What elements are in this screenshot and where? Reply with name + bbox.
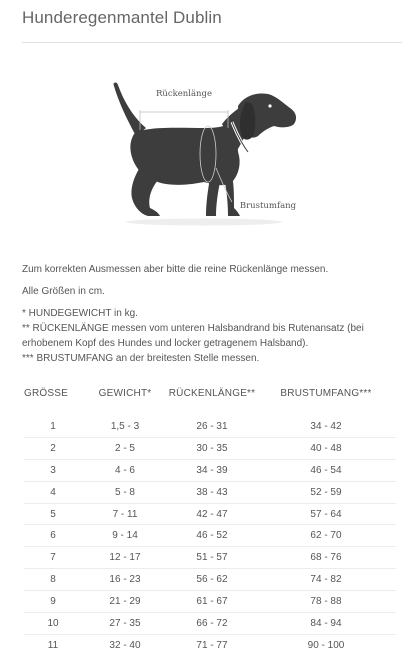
cell-back-length: 34 - 39	[168, 459, 256, 481]
cell-back-length: 26 - 31	[168, 416, 256, 437]
cell-chest-girth: 57 - 64	[256, 503, 396, 525]
back-length-footnote: ** RÜCKENLÄNGE messen vom unteren Halsbandrand bis Rutenansatz (bei erhobenem Kopf des Hundes und locker getragenem Halsband).	[22, 323, 364, 349]
table-row	[24, 613, 396, 635]
units-block	[22, 284, 400, 299]
cell-chest-girth: 40 - 48	[256, 437, 396, 459]
measure-instructions	[22, 262, 400, 277]
cell-size: 1	[24, 416, 82, 437]
table-row	[24, 569, 396, 591]
back-length-label: Rückenlänge	[155, 89, 213, 99]
measure-note: Zum korrekten Ausmessen aber bitte die reine Rückenlänge messen.	[22, 264, 329, 275]
cell-size: 11	[47, 639, 59, 651]
cell-weight: 21 - 29	[82, 591, 168, 613]
cell-back-length: 71 - 77	[196, 639, 228, 651]
table-row	[24, 525, 396, 547]
cell-chest-girth: 46 - 54	[256, 459, 396, 481]
back-length-marker	[140, 110, 228, 130]
table-row	[24, 459, 396, 481]
table-header-row	[24, 384, 396, 416]
chest-girth-footnote: *** BRUSTUMFANG an der breitesten Stelle messen.	[22, 353, 260, 364]
cell-weight: 16 - 23	[82, 569, 168, 591]
cell-back-length: 66 - 72	[168, 613, 256, 635]
cell-back-length: 30 - 35	[168, 437, 256, 459]
table-row	[24, 547, 396, 569]
cell-weight: 2 - 5	[82, 437, 168, 459]
cell-weight: 1,5 - 3	[82, 416, 168, 437]
footnotes-block	[22, 306, 400, 366]
cell-size: 7	[24, 547, 82, 569]
cell-chest-girth: 62 - 70	[256, 525, 396, 547]
cell-weight: 5 - 8	[82, 481, 168, 503]
table-row	[24, 503, 396, 525]
cell-size: 2	[24, 437, 82, 459]
table-row	[24, 634, 396, 655]
header-back-length: RÜCKENLÄNGE**	[168, 387, 256, 399]
cell-weight: 9 - 14	[82, 525, 168, 547]
cell-chest-girth: 74 - 82	[256, 569, 396, 591]
ground-shadow	[126, 219, 282, 226]
cell-size: 10	[24, 613, 82, 635]
header-weight: GEWICHT*	[98, 387, 152, 399]
cell-back-length: 46 - 52	[168, 525, 256, 547]
table-row	[24, 416, 396, 437]
units-note: Alle Größen in cm.	[22, 286, 105, 297]
cell-weight: 32 - 40	[109, 639, 141, 651]
cell-chest-girth: 84 - 94	[256, 613, 396, 635]
table-row	[24, 591, 396, 613]
cell-size: 4	[24, 481, 82, 503]
header-chest-girth: BRUSTUMFANG***	[280, 387, 372, 399]
table-row	[24, 437, 396, 459]
cell-size: 5	[24, 503, 82, 525]
cell-size: 6	[24, 525, 82, 547]
chest-girth-label: Brustumfang	[239, 201, 297, 211]
cell-chest-girth: 90 - 100	[307, 639, 345, 651]
cell-back-length: 56 - 62	[168, 569, 256, 591]
title-divider	[22, 42, 402, 43]
cell-chest-girth: 68 - 76	[256, 547, 396, 569]
dog-silhouette-icon	[114, 82, 297, 216]
cell-back-length: 42 - 47	[168, 503, 256, 525]
page-title: Hunderegenmantel Dublin	[22, 8, 222, 27]
cell-size: 9	[24, 591, 82, 613]
cell-weight: 27 - 35	[82, 613, 168, 635]
cell-weight: 12 - 17	[82, 547, 168, 569]
table-row	[24, 481, 396, 503]
cell-size: 8	[24, 569, 82, 591]
header-size: GRÖSSE	[24, 387, 68, 399]
cell-chest-girth: 52 - 59	[256, 481, 396, 503]
cell-back-length: 51 - 57	[168, 547, 256, 569]
dog-measurement-diagram	[100, 72, 310, 234]
cell-back-length: 61 - 67	[168, 591, 256, 613]
cell-weight: 7 - 11	[82, 503, 168, 525]
cell-back-length: 38 - 43	[168, 481, 256, 503]
size-table	[24, 384, 396, 656]
weight-footnote: * HUNDEGEWICHT in kg.	[22, 308, 138, 319]
cell-weight: 4 - 6	[82, 459, 168, 481]
cell-chest-girth: 34 - 42	[256, 416, 396, 437]
cell-size: 3	[24, 459, 82, 481]
dog-eye	[268, 104, 271, 107]
cell-chest-girth: 78 - 88	[256, 591, 396, 613]
